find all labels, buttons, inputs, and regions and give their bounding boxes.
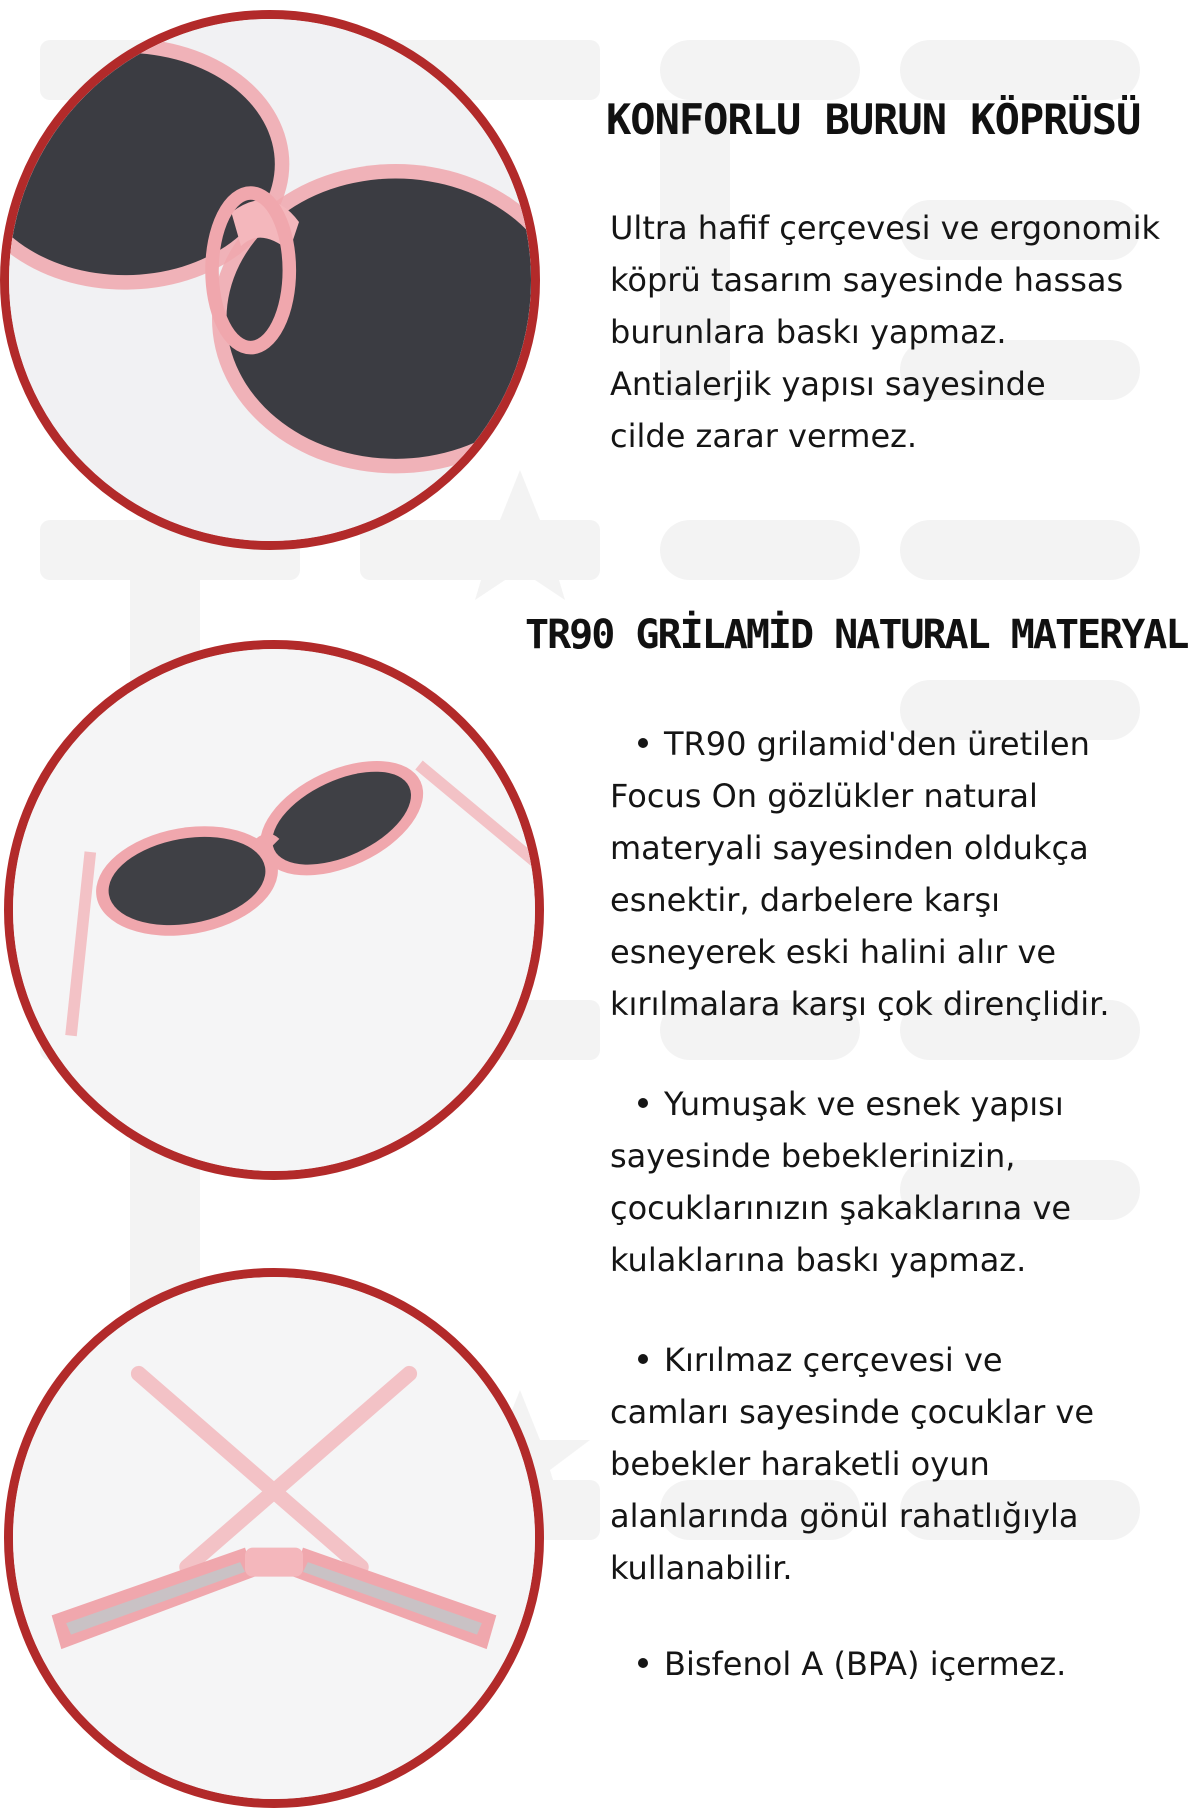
bullet-dot-icon	[638, 738, 648, 748]
bullet-text-first: Yumuşak ve esnek yapısı	[664, 1085, 1064, 1123]
product-photo-flex	[4, 1268, 544, 1808]
sunglasses-flex-icon	[13, 1277, 535, 1799]
bullet-dot-icon	[638, 1354, 648, 1364]
section-heading-material: TR90 GRİLAMİD NATURAL MATERYAL	[525, 612, 1188, 658]
bullet-text-first: Bisfenol A (BPA) içermez.	[664, 1645, 1067, 1683]
bullet-dot-icon	[638, 1098, 648, 1108]
bullet-text-rest: Focus On gözlükler natural materyali sayesinden oldukça esnektir, darbelere karşı esneyerek eski halini alır ve kırılmalara karşı çok dirençlidir.	[610, 777, 1110, 1023]
section-heading-nose-bridge: KONFORLU BURUN KÖPRÜSÜ	[606, 95, 1141, 144]
bullet-text-rest: sayesinde bebeklerinizin, çocuklarınızın şakaklarına ve kulaklarına baskı yapmaz.	[610, 1137, 1072, 1279]
product-photo-side	[4, 640, 544, 1180]
bullet-item	[610, 1638, 1190, 1690]
product-photo-bridge	[0, 10, 540, 550]
sunglasses-side-icon	[13, 649, 535, 1171]
bullet-text-first: TR90 grilamid'den üretilen	[664, 725, 1090, 763]
bullet-dot-icon	[638, 1658, 648, 1668]
bullet-text-first: Kırılmaz çerçevesi ve	[664, 1341, 1003, 1379]
sunglasses-bridge-icon	[9, 19, 531, 541]
bullet-text-rest: camları sayesinde çocuklar ve bebekler haraketli oyun alanlarında gönül rahatlığıyla kullanabilir.	[610, 1393, 1095, 1587]
bullet-item	[610, 1334, 1190, 1594]
bullet-item	[610, 718, 1190, 1030]
bullet-item	[610, 1078, 1190, 1286]
section-body-nose-bridge: Ultra hafif çerçevesi ve ergonomik köprü tasarım sayesinde hassas burunlara baskı yapmaz. Antialerjik yapısı sayesinde cilde zarar vermez.	[610, 209, 1161, 455]
